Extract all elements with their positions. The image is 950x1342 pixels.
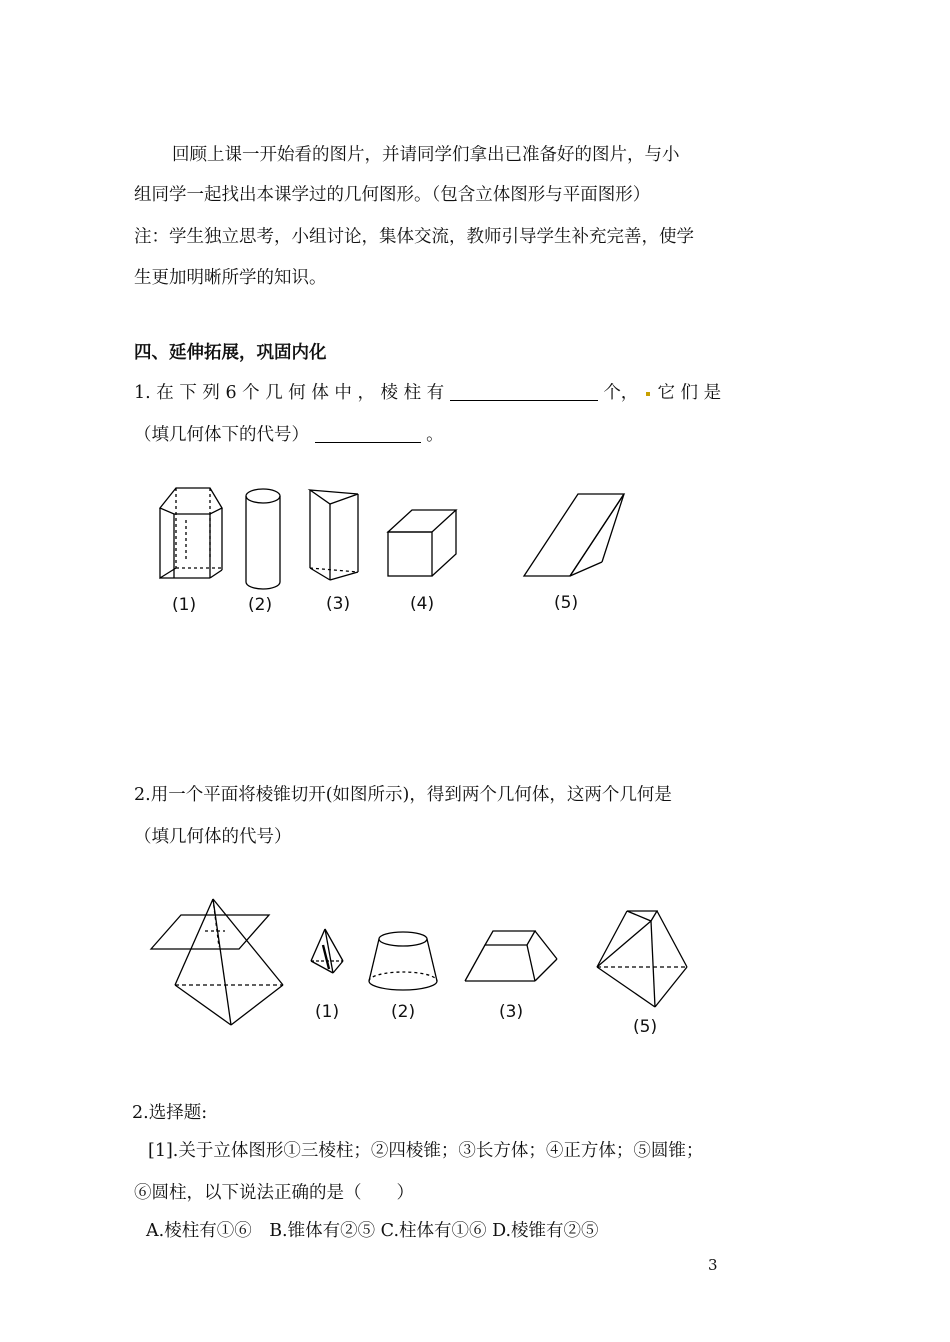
question-3-options: A.棱柱有①⑥ B.锥体有②⑤ C.柱体有①⑥ D.棱锥有②⑤ (146, 1221, 599, 1241)
fig2-label-1: (1) (315, 1002, 340, 1022)
fig1-label-1: (1) (172, 595, 197, 615)
figure-pyramid-cut (145, 895, 705, 1045)
question-3-line2: ⑥圆柱，以下说法正确的是（ ） (134, 1183, 414, 1203)
cone-frustum-shape (369, 932, 437, 990)
q1-text-c: 它 们 是 (657, 383, 722, 403)
fig2-label-3: (3) (499, 1002, 524, 1022)
q1-text-a: 1. 在 下 列 6 个 几 何 体 中 ， 棱 柱 有 (134, 383, 445, 403)
note-line2: 生更加明晰所学的知识。 (134, 268, 327, 288)
q1-text-e: 。 (426, 425, 444, 445)
pyramid-frustum-shape (465, 931, 557, 981)
question-2-line1: 2.用一个平面将棱锥切开(如图所示)，得到两个几何体，这两个几何是 (134, 785, 672, 805)
fig2-label-2: (2) (391, 1002, 416, 1022)
oblique-prism-shape (524, 494, 624, 576)
cylinder-shape (246, 489, 280, 589)
q1-text-b: 个， (603, 383, 639, 403)
small-pyramid-shape (311, 929, 343, 973)
fig1-label-2: (2) (248, 595, 273, 615)
fig1-label-4: (4) (410, 594, 435, 614)
pyramid-lower-part-shape (597, 911, 687, 1007)
pyramid-with-plane-shape (151, 899, 283, 1025)
figure-solids (150, 480, 670, 630)
cuboid-shape (388, 510, 456, 576)
review-paragraph-line1: 回顾上课一开始看的图片，并请同学们拿出已准备好的图片，与小 (172, 145, 680, 165)
marker-dot (646, 392, 650, 396)
page-number: 3 (708, 1256, 718, 1274)
fig2-label-5: (5) (633, 1017, 658, 1037)
question-1-line1 (134, 380, 721, 406)
section-title: 四、延伸拓展，巩固内化 (134, 343, 327, 363)
fig1-label-3: (3) (326, 594, 351, 614)
question-3-line1: [1].关于立体图形①三棱柱；②四棱锥；③长方体；④正方体；⑤圆锥； (148, 1141, 704, 1161)
fig1-label-5: (5) (554, 593, 579, 613)
note-line1: 注：学生独立思考，小组讨论，集体交流，教师引导学生补充完善，使学 (134, 227, 694, 247)
hexagonal-prism-shape (160, 488, 222, 578)
q1-text-d: （填几何体下的代号） (134, 425, 309, 445)
triangular-prism-shape (310, 490, 358, 580)
question-3-heading: 2.选择题: (132, 1103, 208, 1123)
question-2-line2: （填几何体的代号） (134, 827, 292, 847)
answer-blank-2[interactable] (315, 424, 421, 443)
question-1-line2 (134, 422, 444, 448)
review-paragraph-line2: 组同学一起找出本课学过的几何图形。（包含立体图形与平面图形） (134, 185, 651, 205)
answer-blank-1[interactable] (450, 382, 598, 401)
